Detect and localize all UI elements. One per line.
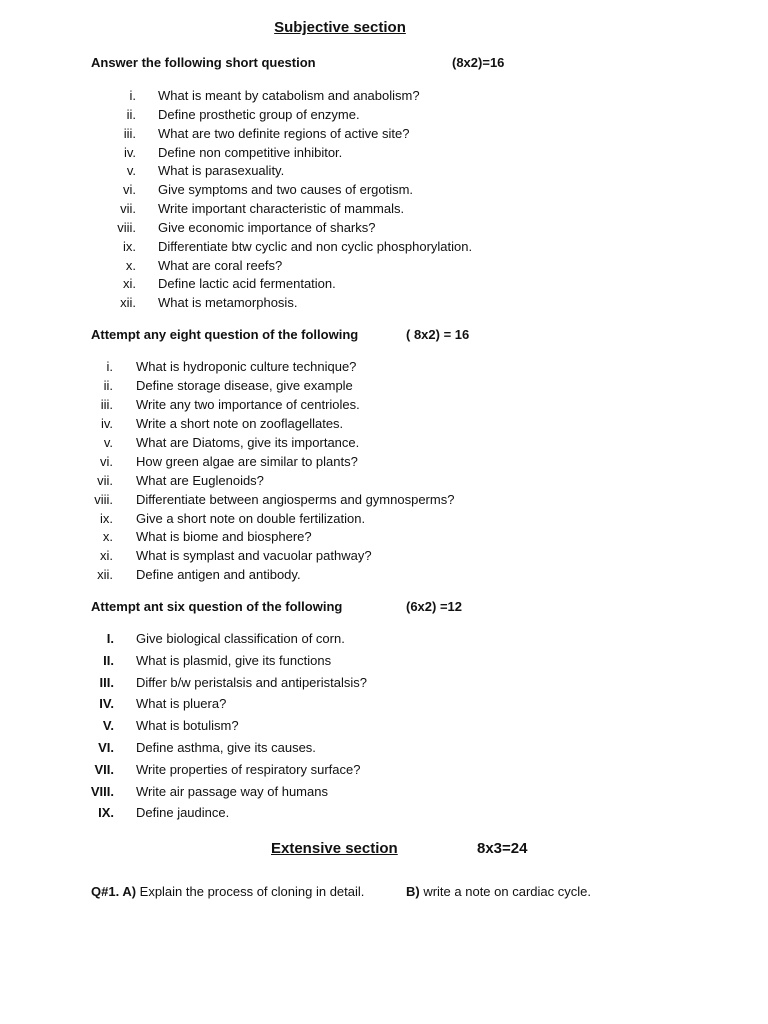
question-item [0,415,768,434]
question-item [0,737,768,759]
question-number: xi. [123,276,136,292]
question-item [0,528,768,547]
question-item [0,294,768,313]
section1-marks: (8x2)=16 [452,55,505,70]
section2-question-list [0,358,768,585]
question-item [0,358,768,377]
question-text: What is pluera? [136,696,227,712]
question-item [0,566,768,585]
question-item [0,759,768,781]
question-number: iv. [100,415,113,431]
q1-label: Q#1. A) [91,884,137,899]
question-item [0,181,768,200]
section3-heading-text: Attempt ant six question of the following [91,599,343,614]
question-number: i. [129,88,136,103]
question-item [0,547,768,566]
question-item [0,87,768,106]
question-item [0,434,768,453]
q1-b-label: B) [406,884,420,899]
question-number: vii. [120,201,136,217]
question-text: What is metamorphosis. [158,295,298,311]
question-text: Define lactic acid fermentation. [158,276,336,292]
question-number: IV. [99,696,114,712]
extensive-question-1b [406,884,591,899]
question-text: Define prosthetic group of enzyme. [158,106,360,122]
question-number: x. [125,257,136,273]
question-text: Define storage disease, give example [136,377,353,393]
question-text: Differ b/w peristalsis and antiperistalsis? [136,674,367,690]
question-text: Define antigen and antibody. [136,567,301,583]
question-text: Define jaudince. [136,805,230,821]
question-item [0,377,768,396]
question-number: viii. [94,491,113,507]
question-item [0,144,768,163]
question-item [0,650,768,672]
section2-marks: ( 8x2) = 16 [406,327,470,342]
question-item [0,453,768,472]
question-text: Give economic importance of sharks? [158,219,376,235]
question-number: ii. [126,106,136,122]
question-text: What are Euglenoids? [136,472,264,488]
question-text: Write any two importance of centrioles. [136,396,360,412]
question-text: Give a short note on double fertilization. [136,510,366,526]
question-item [0,802,768,824]
question-number: iii. [100,396,113,412]
question-text: Define non competitive inhibitor. [158,144,343,160]
question-text: Write air passage way of humans [136,783,328,799]
question-item [0,491,768,510]
question-text: Write a short note on zooflagellates. [136,415,344,431]
section2-heading [91,327,470,342]
question-item [0,715,768,737]
question-text: Write properties of respiratory surface? [136,761,361,777]
question-number: i. [106,359,113,374]
question-number: V. [102,718,114,734]
extensive-question-1a [91,884,364,899]
question-number: III. [99,674,114,690]
question-text: What is botulism? [136,718,239,734]
question-item [0,200,768,219]
question-number: v. [126,163,136,179]
question-text: Define asthma, give its causes. [136,739,316,755]
question-text: What is biome and biosphere? [136,529,312,545]
question-text: What are two definite regions of active site? [158,125,410,141]
question-number: IX. [98,805,114,821]
question-item [0,275,768,294]
question-number: viii. [117,219,136,235]
question-number: vi. [123,182,136,198]
question-text: What is symplast and vacuolar pathway? [136,548,372,564]
question-number: iii. [123,125,136,141]
q1-b-text: write a note on cardiac cycle. [419,884,591,899]
question-item [0,162,768,181]
question-text: What is meant by catabolism and anabolism? [158,88,420,103]
question-number: iv. [123,144,136,160]
question-text: What is hydroponic culture technique? [136,359,357,374]
question-text: What is plasmid, give its functions [136,652,332,668]
question-number: xi. [100,548,113,564]
section3-question-list [0,628,768,824]
question-item [0,693,768,715]
question-number: VI. [98,739,114,755]
question-item [0,672,768,694]
question-text: Give symptoms and two causes of ergotism. [158,182,414,198]
question-number: vi. [100,453,113,469]
extensive-section-title: Extensive section [271,840,398,857]
question-number: I. [106,631,114,646]
question-item [0,106,768,125]
section3-marks: (6x2) =12 [406,599,463,614]
q1-a-text: Explain the process of cloning in detail. [136,884,365,899]
question-item [0,238,768,257]
question-number: xii. [120,295,136,311]
question-text: Differentiate btw cyclic and non cyclic phosphorylation. [158,238,473,254]
question-number: ix. [123,238,136,254]
section1-heading-text: Answer the following short question [91,55,316,70]
question-item [0,472,768,491]
section1-question-list [0,87,768,313]
question-number: VIII. [90,783,114,799]
extensive-section-marks: 8x3=24 [477,840,528,857]
question-number: xii. [97,567,113,583]
question-text: What is parasexuality. [158,163,285,179]
question-number: ix. [100,510,113,526]
section3-heading [91,599,463,614]
question-number: VII. [94,761,114,777]
question-number: vii. [97,472,113,488]
question-text: Differentiate between angiosperms and gymnosperms? [136,491,455,507]
question-item [0,628,768,650]
question-item [0,125,768,144]
section2-heading-text: Attempt any eight question of the following [91,327,359,342]
page-title: Subjective section [274,19,406,36]
question-item [0,257,768,276]
question-number: v. [103,434,113,450]
question-text: Give biological classification of corn. [136,631,345,646]
question-text: What are Diatoms, give its importance. [136,434,360,450]
question-item [0,396,768,415]
question-number: ii. [103,377,113,393]
question-number: x. [102,529,113,545]
question-item [0,219,768,238]
section1-heading [91,55,505,70]
question-item [0,781,768,803]
question-text: Write important characteristic of mammals. [158,201,405,217]
question-text: How green algae are similar to plants? [136,453,358,469]
question-text: What are coral reefs? [158,257,283,273]
question-number: II. [103,652,114,668]
question-item [0,510,768,529]
